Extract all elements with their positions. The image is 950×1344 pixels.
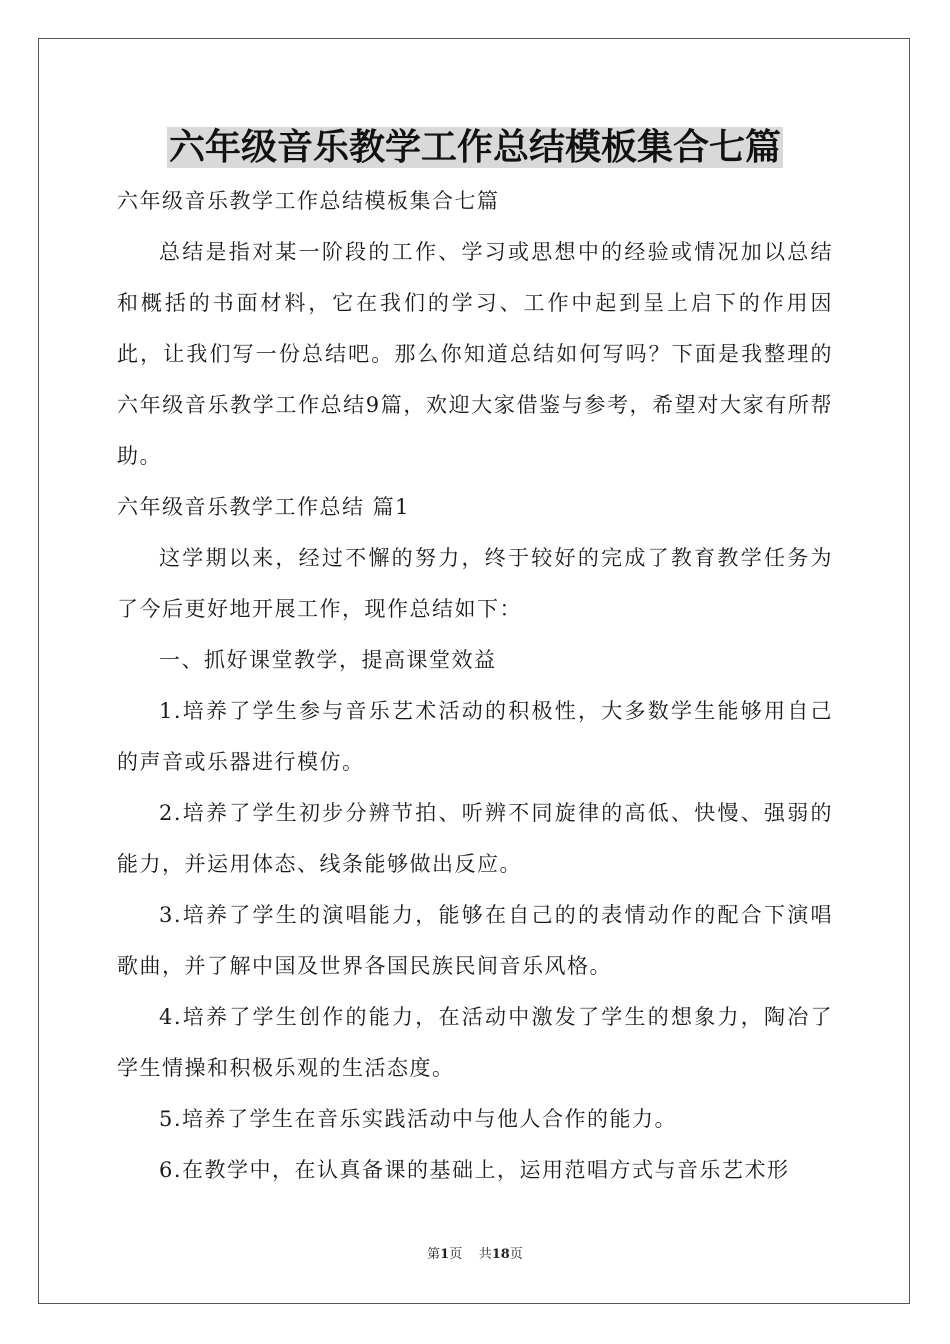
- list-item: 4.培养了学生创作的能力，在活动中激发了学生的想象力，陶冶了学生情操和积极乐观的生活态度。: [117, 1005, 833, 1080]
- page-total: 18: [491, 1247, 510, 1262]
- page-prefix: 第: [427, 1247, 441, 1262]
- document-subtitle: 六年级音乐教学工作总结模板集合七篇: [117, 189, 500, 213]
- page-suffix: 页: [509, 1247, 523, 1262]
- section-intro-paragraph: 这学期以来，经过不懈的努力，终于较好的完成了教育教学任务为了今后更好地开展工作，现作总结如下：: [117, 546, 833, 621]
- document-title-text: 六年级音乐教学工作总结模板集合七篇: [168, 127, 781, 168]
- document-body: [117, 176, 833, 1196]
- section-heading: 六年级音乐教学工作总结 篇1: [117, 495, 411, 519]
- page-mid: 页 共: [449, 1247, 492, 1262]
- list-item: 3.培养了学生的演唱能力，能够在自己的的表情动作的配合下演唱歌曲，并了解中国及世界各国民族民间音乐风格。: [117, 903, 833, 978]
- page-footer: [0, 1246, 950, 1264]
- list-item: 2.培养了学生初步分辨节拍、听辨不同旋律的高低、快慢、强弱的能力，并运用体态、线条能够做出反应。: [117, 801, 833, 876]
- document-title: [0, 124, 950, 172]
- list-item: 5.培养了学生在音乐实践活动中与他人合作的能力。: [159, 1107, 678, 1131]
- part-heading: 一、抓好课堂教学，提高课堂效益: [159, 648, 497, 672]
- list-item: 1.培养了学生参与音乐艺术活动的积极性，大多数学生能够用自己的声音或乐器进行模仿。: [117, 699, 833, 774]
- list-item: 6.在教学中，在认真备课的基础上，运用范唱方式与音乐艺术形: [159, 1158, 790, 1182]
- page-number: 1: [440, 1247, 450, 1262]
- intro-paragraph: 总结是指对某一阶段的工作、学习或思想中的经验或情况加以总结和概括的书面材料，它在我们的学习、工作中起到呈上启下的作用因此，让我们写一份总结吧。那么你知道总结如何写吗？下面是我整理的六年级音乐教学工作总结9篇，欢迎大家借鉴与参考，希望对大家有所帮助。: [117, 240, 833, 468]
